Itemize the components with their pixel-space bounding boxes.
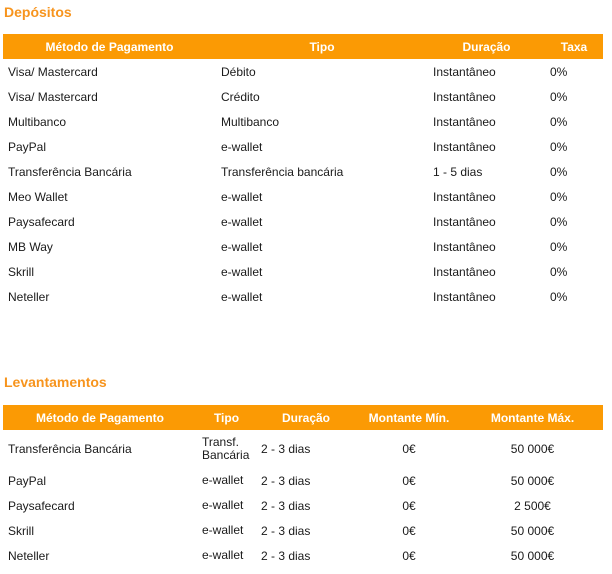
table-row bbox=[3, 543, 603, 568]
withdrawals-title: Levantamentos bbox=[4, 374, 107, 390]
cell-type: e-wallet bbox=[221, 239, 263, 254]
cell-method: Skrill bbox=[8, 264, 34, 279]
cell-duration: 2 - 3 dias bbox=[261, 548, 311, 563]
cell-max-amount: 50 000€ bbox=[510, 548, 555, 563]
cell-duration: Instantâneo bbox=[433, 264, 496, 279]
cell-type: e-wallet bbox=[202, 548, 244, 562]
cell-fee: 0% bbox=[550, 64, 568, 79]
cell-method: Paysafecard bbox=[8, 214, 75, 229]
table-row bbox=[3, 234, 603, 259]
cell-type: e-wallet bbox=[221, 139, 263, 154]
table-row bbox=[3, 493, 603, 518]
cell-type: e-wallet bbox=[221, 264, 263, 279]
cell-type: e-wallet bbox=[221, 189, 263, 204]
cell-type: Crédito bbox=[221, 89, 260, 104]
cell-fee: 0% bbox=[550, 89, 568, 104]
cell-duration: Instantâneo bbox=[433, 289, 496, 304]
cell-method: Visa/ Mastercard bbox=[8, 64, 98, 79]
cell-method: Transferência Bancária bbox=[8, 442, 132, 456]
table-row bbox=[3, 184, 603, 209]
cell-fee: 0% bbox=[550, 164, 568, 179]
cell-duration: Instantâneo bbox=[433, 64, 496, 79]
deposits-header-row bbox=[3, 34, 603, 59]
cell-min-amount: 0€ bbox=[402, 442, 416, 456]
col-header-fee: Taxa bbox=[545, 34, 603, 59]
cell-min-amount: 0€ bbox=[402, 473, 416, 488]
cell-method: Neteller bbox=[8, 289, 50, 304]
cell-duration: Instantâneo bbox=[433, 239, 496, 254]
table-row bbox=[3, 59, 603, 84]
col-header-min-amount: Montante Mín. bbox=[356, 405, 462, 430]
cell-fee: 0% bbox=[550, 189, 568, 204]
table-row bbox=[3, 159, 603, 184]
cell-min-amount: 0€ bbox=[402, 523, 416, 538]
cell-method: Transferência Bancária bbox=[8, 164, 132, 179]
cell-max-amount: 50 000€ bbox=[510, 473, 555, 488]
withdrawals-header-row bbox=[3, 405, 603, 430]
col-header-max-amount: Montante Máx. bbox=[462, 405, 603, 430]
cell-duration: 2 - 3 dias bbox=[261, 498, 311, 513]
withdrawals-table bbox=[3, 405, 603, 568]
col-header-duration: Duração bbox=[428, 34, 545, 59]
table-row bbox=[3, 259, 603, 284]
cell-duration: 2 - 3 dias bbox=[261, 442, 311, 456]
cell-method: Multibanco bbox=[8, 114, 67, 129]
cell-duration: Instantâneo bbox=[433, 114, 496, 129]
cell-type: Transf. Bancária bbox=[202, 435, 250, 462]
cell-type: e-wallet bbox=[202, 473, 244, 487]
deposits-title: Depósitos bbox=[4, 4, 72, 20]
table-row bbox=[3, 109, 603, 134]
cell-method: Meo Wallet bbox=[8, 189, 68, 204]
table-row bbox=[3, 134, 603, 159]
cell-duration: 2 - 3 dias bbox=[261, 523, 311, 538]
deposits-table bbox=[3, 34, 603, 309]
table-row bbox=[3, 209, 603, 234]
col-header-method: Método de Pagamento bbox=[3, 405, 197, 430]
cell-method: Neteller bbox=[8, 548, 50, 563]
cell-method: PayPal bbox=[8, 139, 47, 154]
cell-duration: 2 - 3 dias bbox=[261, 473, 311, 488]
cell-method: Paysafecard bbox=[8, 498, 75, 513]
col-header-type: Tipo bbox=[197, 405, 256, 430]
cell-fee: 0% bbox=[550, 239, 568, 254]
table-row bbox=[3, 430, 603, 468]
table-row bbox=[3, 84, 603, 109]
col-header-type: Tipo bbox=[216, 34, 428, 59]
cell-fee: 0% bbox=[550, 289, 568, 304]
cell-fee: 0% bbox=[550, 139, 568, 154]
cell-method: MB Way bbox=[8, 239, 53, 254]
table-row bbox=[3, 468, 603, 493]
cell-method: Visa/ Mastercard bbox=[8, 89, 98, 104]
cell-type: e-wallet bbox=[221, 289, 263, 304]
cell-type: e-wallet bbox=[202, 523, 244, 537]
cell-min-amount: 0€ bbox=[402, 498, 416, 513]
cell-fee: 0% bbox=[550, 114, 568, 129]
cell-fee: 0% bbox=[550, 264, 568, 279]
cell-type: e-wallet bbox=[202, 498, 244, 512]
cell-duration: Instantâneo bbox=[433, 214, 496, 229]
cell-type: Débito bbox=[221, 64, 256, 79]
cell-type: e-wallet bbox=[221, 214, 263, 229]
cell-type: Multibanco bbox=[221, 114, 280, 129]
table-row bbox=[3, 284, 603, 309]
cell-duration: 1 - 5 dias bbox=[433, 164, 483, 179]
cell-duration: Instantâneo bbox=[433, 189, 496, 204]
cell-duration: Instantâneo bbox=[433, 139, 496, 154]
cell-type: Transferência bancária bbox=[221, 164, 344, 179]
cell-max-amount: 2 500€ bbox=[514, 498, 551, 513]
table-row bbox=[3, 518, 603, 543]
cell-method: PayPal bbox=[8, 473, 47, 488]
cell-fee: 0% bbox=[550, 214, 568, 229]
cell-duration: Instantâneo bbox=[433, 89, 496, 104]
col-header-duration: Duração bbox=[256, 405, 356, 430]
cell-max-amount: 50 000€ bbox=[510, 523, 555, 538]
cell-max-amount: 50 000€ bbox=[510, 442, 555, 456]
cell-method: Skrill bbox=[8, 523, 34, 538]
cell-min-amount: 0€ bbox=[402, 548, 416, 563]
col-header-method: Método de Pagamento bbox=[3, 34, 216, 59]
